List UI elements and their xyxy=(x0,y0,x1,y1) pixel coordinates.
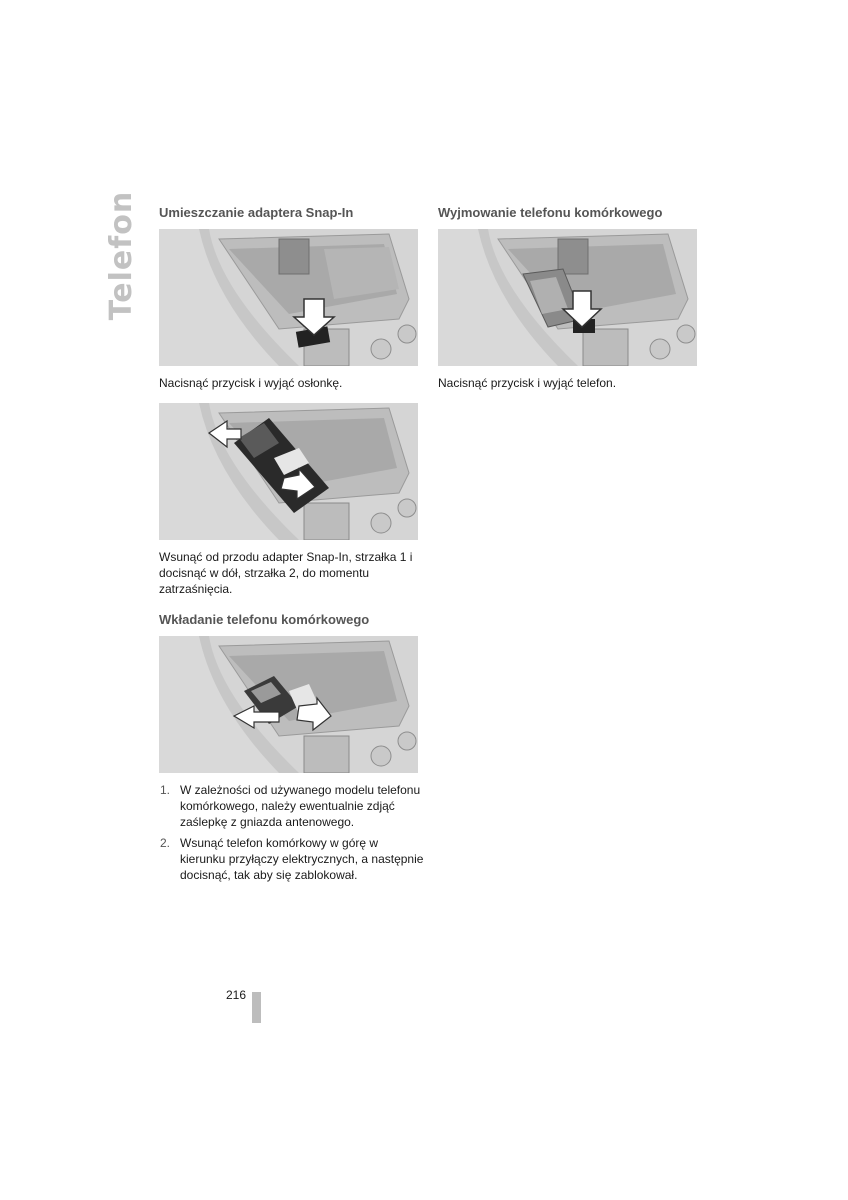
step-item xyxy=(160,835,425,883)
figure-insert-phone xyxy=(159,636,418,773)
figure-remove-phone xyxy=(438,229,697,366)
step-number: 1. xyxy=(160,783,171,797)
section-title-removing: Wyjmowanie telefonu komórkowego xyxy=(438,205,663,220)
side-tab-label: Telefon xyxy=(104,190,140,320)
step-number: 2. xyxy=(160,836,171,850)
side-tab xyxy=(100,190,144,320)
figure-remove-cover xyxy=(159,229,418,366)
figure-insert-snap-in xyxy=(159,403,418,540)
caption-figure-2: Wsunąć od przodu adapter Snap-In, strzałka 1 i docisnąć w dół, strzałka 2, do momentu zatrzaśnięcia. xyxy=(159,550,413,596)
step-list xyxy=(160,782,425,888)
caption-figure-1: Nacisnąć przycisk i wyjąć osłonkę. xyxy=(159,376,343,390)
caption-figure-4: Nacisnąć przycisk i wyjąć telefon. xyxy=(438,376,617,390)
section-title-inserting: Wkładanie telefonu komórkowego xyxy=(159,612,370,627)
step-text: Wsunąć telefon komórkowy w górę w kierunku przyłączy elektrycznych, a następnie docisnąć, tak aby się zablokował. xyxy=(180,836,424,882)
step-text: W zależności od używanego modelu telefonu komórkowego, należy ewentualnie zdjąć zaślepkę z gniazda antenowego. xyxy=(180,783,421,829)
step-item xyxy=(160,782,425,830)
page-marker xyxy=(252,992,261,1023)
page-number: 216 xyxy=(226,988,247,1002)
section-title-snap-in: Umieszczanie adaptera Snap-In xyxy=(159,205,354,220)
